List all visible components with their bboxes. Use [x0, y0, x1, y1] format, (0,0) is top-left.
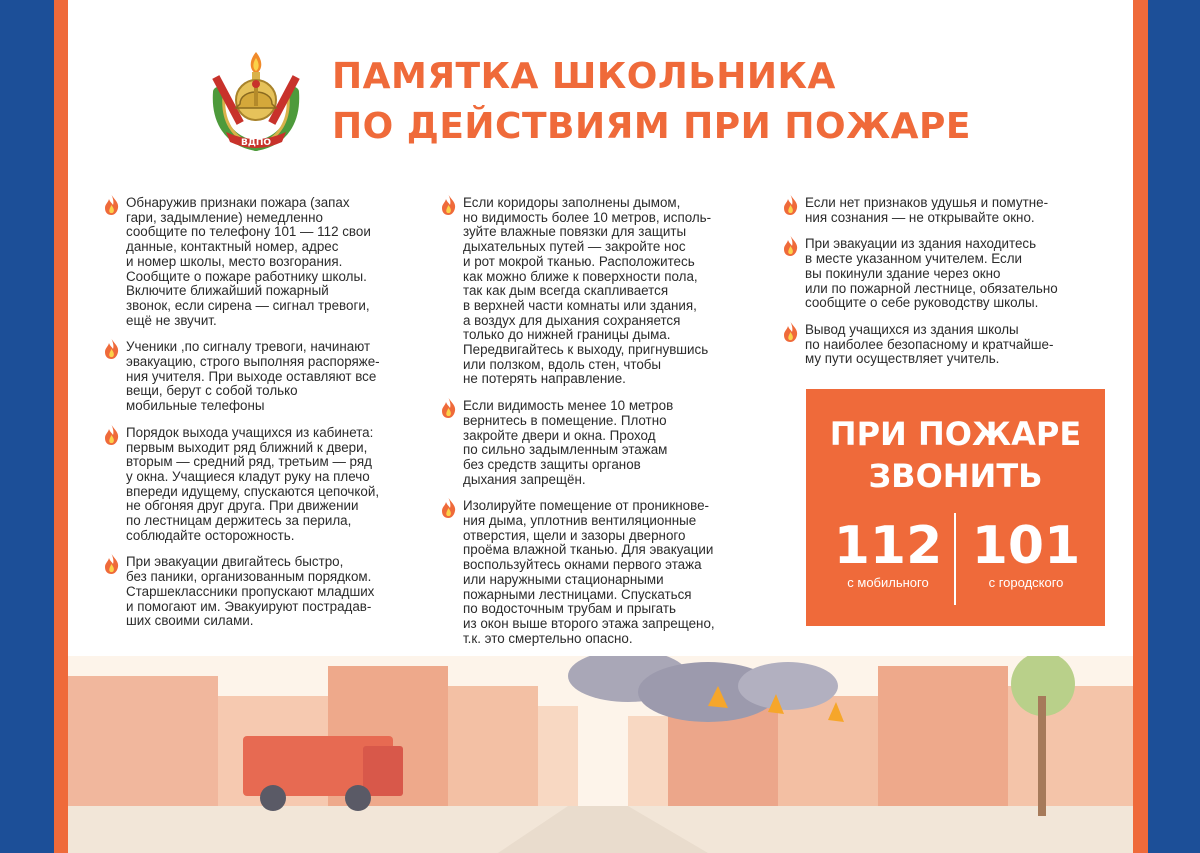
- instruction-text: Изолируйте помещение от проникнове- ния дыма, уплотнив вентиляционные отверстия, щели и зазоры дверного проёма влажной тканью. Для эвакуации воспользуйтесь окнами первого этажа или наружными стационарными пожарными лестницами. Спускаться по водосточным трубам и прыгать из окон выше второго этажа запрещено, т.к. это смертельно опасно.: [463, 498, 715, 646]
- flame-icon: [103, 424, 120, 446]
- instruction-text: Если видимость менее 10 метров вернитесь в помещение. Плотно закройте двери и окна. Проход по сильно задымленным этажам без средств защиты органов дыхания запрещён.: [463, 398, 674, 487]
- instruction-item: [103, 555, 438, 629]
- instruction-text: Если нет признаков удушья и помутне- ния сознания — не открывайте окно.: [805, 195, 1049, 225]
- instruction-item: [440, 499, 775, 646]
- title-line-2: ПО ДЕЙСТВИЯМ ПРИ ПОЖАРЕ: [332, 106, 971, 147]
- instruction-item: [782, 196, 1117, 225]
- column-2: [440, 196, 775, 658]
- flame-icon: [440, 194, 457, 216]
- mobile-number-block: [818, 517, 958, 591]
- flame-icon: [103, 553, 120, 575]
- title-line-1: ПАМЯТКА ШКОЛЬНИКА: [332, 56, 836, 97]
- instruction-item: [440, 196, 775, 387]
- landline-label: с городского: [988, 575, 1064, 590]
- call-heading: ПРИ ПОЖАРЕ ЗВОНИТЬ: [829, 415, 1082, 495]
- page-title: [332, 52, 971, 152]
- flame-icon: [782, 194, 799, 216]
- landline-number: 101: [971, 516, 1081, 576]
- vdpo-emblem: [210, 46, 302, 158]
- instruction-text: При эвакуации из здания находитесь в месте указанном учителем. Если вы покинули здание через окно или по пожарной лестнице, обязательно сообщите о себе руководству школы.: [805, 236, 1058, 311]
- mobile-number: 112: [833, 516, 943, 576]
- instruction-item: [103, 340, 438, 414]
- instruction-item: [103, 196, 438, 328]
- flame-icon: [103, 194, 120, 216]
- instruction-item: [440, 399, 775, 487]
- flame-icon: [440, 397, 457, 419]
- instruction-item: [782, 323, 1117, 367]
- burning-street-illustration: [68, 656, 1133, 853]
- emblem-ribbon-text: ВДПО: [240, 138, 272, 148]
- column-1: [103, 196, 438, 641]
- mobile-label: с мобильного: [847, 575, 929, 590]
- instruction-item: [782, 237, 1117, 311]
- instruction-item: [103, 426, 438, 544]
- flame-icon: [782, 321, 799, 343]
- flame-icon: [103, 338, 120, 360]
- instruction-text: Ученики ,по сигналу тревоги, начинают эвакуацию, строго выполняя распоряже- ния учителя. При выходе оставляют все вещи, берут с собой только мобильные телефоны: [126, 339, 380, 414]
- instruction-text: Вывод учащихся из здания школы по наиболее безопасному и кратчайше- му пути осуществляет учитель.: [805, 321, 1054, 367]
- column-3: [782, 196, 1117, 379]
- instruction-text: При эвакуации двигайтесь быстро, без паники, организованным порядком. Старшеклассники пропускают младших и помогают им. Эвакуируют пострадав- ших своими силами.: [126, 554, 375, 629]
- landline-number-block: [956, 517, 1096, 591]
- emergency-call-box: [806, 389, 1105, 626]
- phone-numbers: [806, 517, 1105, 607]
- instruction-text: Если коридоры заполнены дымом, но видимость более 10 метров, исполь- зуйте влажные повязки для защиты дыхательных путей — закройте нос и рот мокрой тканью. Расположитесь как можно ближе к поверхности пола, так как дым всегда скапливается в верхней части комнаты или здания, а воздух для дыхания сохраняется только до нижней границы дыма. Передвигайтесь к выходу, пригнувшись или ползком, вдоль стен, чтобы не потерять направление.: [463, 195, 712, 387]
- flame-icon: [782, 235, 799, 257]
- instruction-text: Обнаружив признаки пожара (запах гари, задымление) немедленно сообщите по телефону 101 — 112 свои данные, контактный номер, адрес и номер школы, место возгорания. Сообщите о пожаре работнику школы. Включите ближайший пожарный звонок, если сирена — сигнал тревоги, ещё не звучит.: [126, 195, 371, 328]
- instruction-text: Порядок выхода учащихся из кабинета: первым выходит ряд ближний к двери, вторым — средний ряд, третьим — ряд у окна. Учащиеся кладут руку на плечо впереди идущему, спускаются цепочкой, не обгоняя друг друга. При движении по лестницам держитесь за перила, соблюдайте осторожность.: [126, 424, 380, 543]
- flame-icon: [440, 497, 457, 519]
- poster: [68, 0, 1133, 853]
